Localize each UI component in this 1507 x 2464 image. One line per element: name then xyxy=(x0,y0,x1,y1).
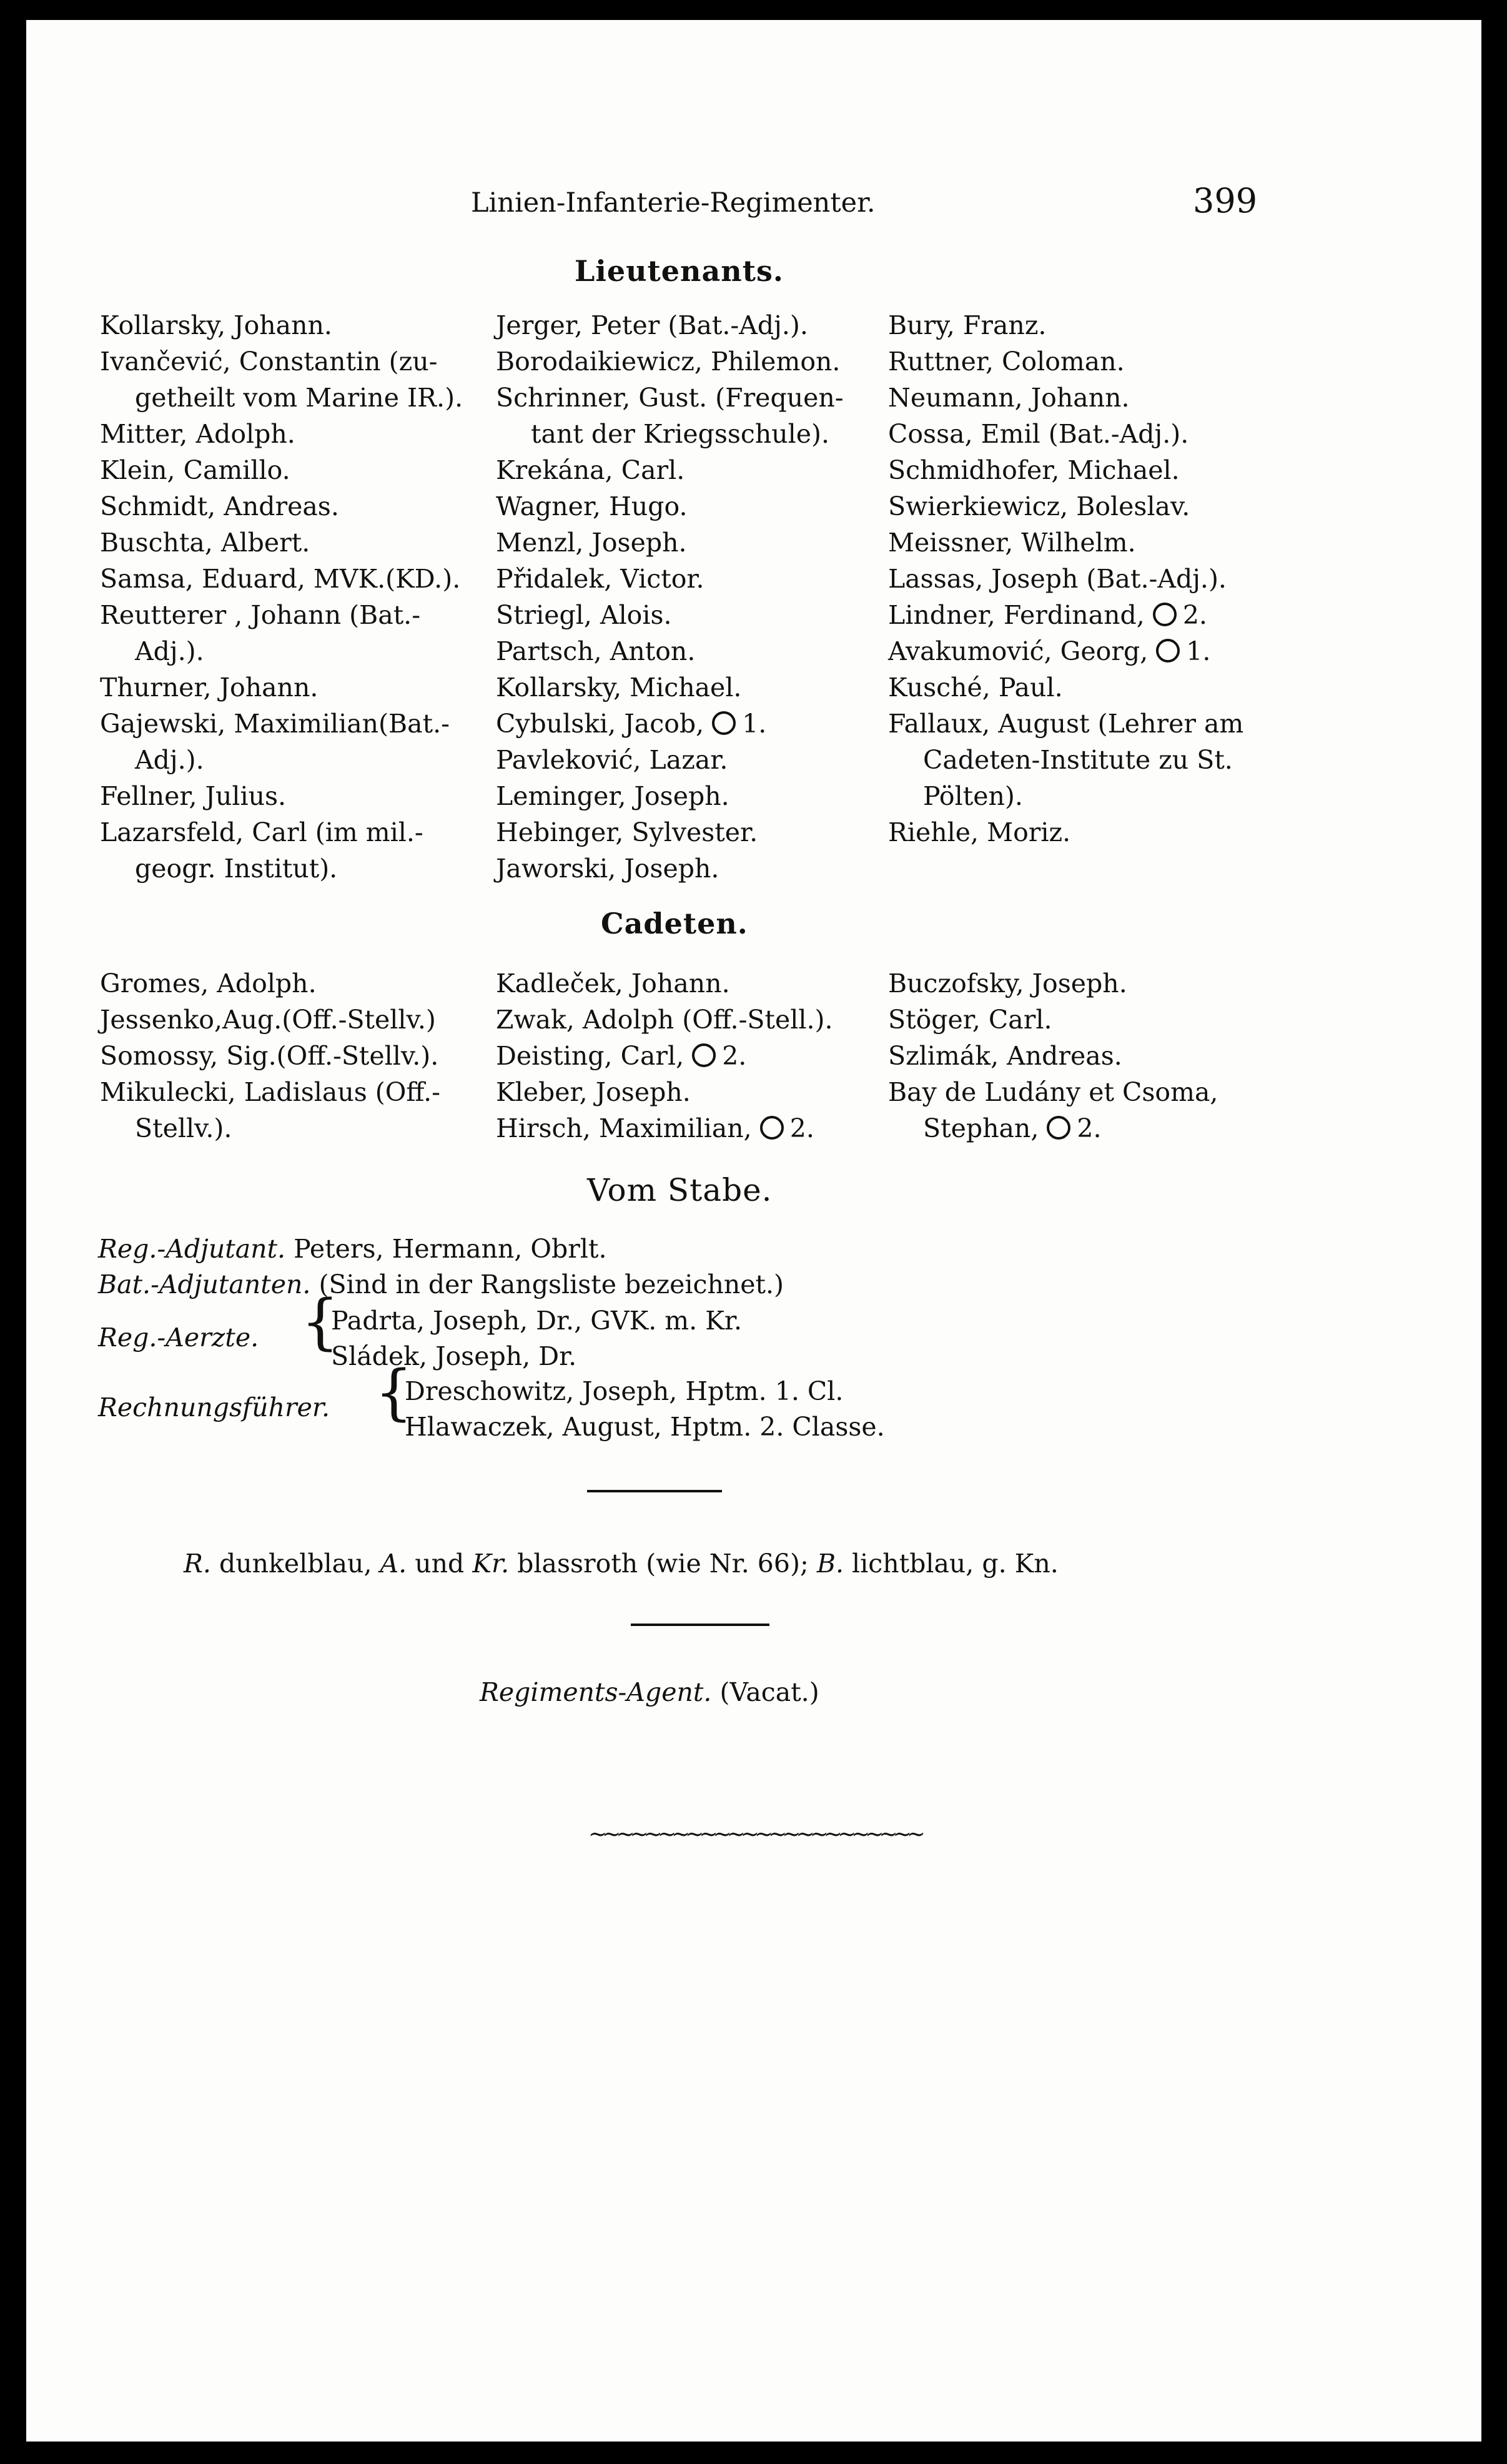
order-ring-icon xyxy=(1156,639,1180,663)
end-ornament: ~~~~~~~~~~~~~~~~~~~~~~~~ xyxy=(588,1821,921,1847)
order-class-number: 1. xyxy=(1186,636,1211,666)
lieutenants-col2-entry: Kollarsky, Michael. xyxy=(496,673,742,702)
lieutenants-col1-entry: Klein, Camillo. xyxy=(100,455,290,485)
lieutenants-col3-entry: Swierkiewicz, Boleslav. xyxy=(888,491,1190,521)
aerzte-label: Reg.-Aerzte. xyxy=(98,1323,259,1353)
section-rule-1 xyxy=(587,1490,722,1492)
section-rule-2 xyxy=(631,1624,769,1626)
lieutenants-col1-entry: Adj.). xyxy=(135,745,204,775)
lieutenants-col3 xyxy=(888,307,1243,850)
cadeten-col1-entry: Somossy, Sig.(Off.-Stellv.). xyxy=(100,1041,439,1071)
order-ring-icon xyxy=(1047,1116,1070,1140)
cadeten-col2-entry: Hirsch, Maximilian, 2. xyxy=(496,1113,814,1143)
lieutenants-col2-entry: Schrinner, Gust. (Frequen- xyxy=(496,383,844,413)
lieutenants-col1-entry: Buschta, Albert. xyxy=(100,528,310,558)
running-head: Linien-Infanterie-Regimenter. xyxy=(471,187,876,219)
lieutenants-col3-entry: Lindner, Ferdinand, 2. xyxy=(888,600,1207,630)
cadeten-col2-entry: Zwak, Adolph (Off.-Stell.). xyxy=(496,1005,833,1035)
lieutenants-col3-entry: Riehle, Moriz. xyxy=(888,817,1071,847)
book-page xyxy=(26,20,1481,2442)
order-ring-icon xyxy=(712,711,736,735)
uniform-line xyxy=(184,1546,1059,1581)
lieutenants-col1-entry: getheilt vom Marine IR.). xyxy=(135,383,463,413)
cadeten-heading: Cadeten. xyxy=(601,907,748,940)
lieutenants-col2-entry: Jaworski, Joseph. xyxy=(496,854,719,884)
bat-adjutanten-value: (Sind in der Rangsliste bezeichnet.) xyxy=(319,1269,784,1299)
lieutenants-col3-entry: Fallaux, August (Lehrer am xyxy=(888,709,1244,739)
uniform-r: R. xyxy=(184,1549,211,1579)
lieutenants-col3-entry: Ruttner, Coloman. xyxy=(888,347,1125,377)
lieutenants-col1-entry: geogr. Institut). xyxy=(135,854,338,884)
aerzte-line-2: Sládek, Joseph, Dr. xyxy=(331,1341,577,1371)
reg-adjutant-label: Reg.-Adjutant. xyxy=(98,1234,286,1264)
agent-value: (Vacat.) xyxy=(719,1677,819,1707)
cadeten-col2 xyxy=(496,965,833,1146)
reg-adjutant-line xyxy=(98,1231,606,1266)
lieutenants-col2-entry: Cybulski, Jacob, 1. xyxy=(496,709,767,739)
aerzte-brace: { xyxy=(301,1287,340,1357)
rf-line-2: Hlawaczek, August, Hptm. 2. Classe. xyxy=(405,1412,885,1442)
lieutenants-col3-entry: Neumann, Johann. xyxy=(888,383,1130,413)
stab-heading: Vom Stabe. xyxy=(587,1172,773,1208)
lieutenants-col2-entry: Wagner, Hugo. xyxy=(496,491,688,521)
lieutenants-col3-entry: Bury, Franz. xyxy=(888,310,1047,340)
uniform-kr: Kr. xyxy=(472,1549,510,1579)
agent-line xyxy=(480,1675,819,1710)
lieutenants-col3-entry: Schmidhofer, Michael. xyxy=(888,455,1180,485)
uniform-t1: dunkelblau, xyxy=(219,1549,372,1579)
lieutenants-col2-entry: Partsch, Anton. xyxy=(496,636,696,666)
bat-adjutanten-line xyxy=(98,1267,784,1302)
lieutenants-col2-entry: Přidalek, Victor. xyxy=(496,564,704,594)
lieutenants-col1-entry: Samsa, Eduard, MVK.(KD.). xyxy=(100,564,461,594)
lieutenants-col2-entry: Menzl, Joseph. xyxy=(496,528,687,558)
lieutenants-col1-entry: Fellner, Julius. xyxy=(100,781,287,811)
cadeten-col1 xyxy=(100,965,440,1146)
uniform-t4: lichtblau, g. Kn. xyxy=(852,1549,1059,1579)
cadeten-col1-entry: Jessenko,Aug.(Off.-Stellv.) xyxy=(100,1005,436,1035)
lieutenants-col1-entry: Kollarsky, Johann. xyxy=(100,310,332,340)
lieutenants-col2 xyxy=(496,307,844,887)
page-number: 399 xyxy=(1193,181,1258,220)
lieutenants-col2-entry: Leminger, Joseph. xyxy=(496,781,729,811)
order-class-number: 2. xyxy=(789,1113,814,1143)
cadeten-col3-entry: Stephan, 2. xyxy=(923,1113,1102,1143)
cadeten-col3 xyxy=(888,965,1218,1146)
lieutenants-col3-entry: Cadeten-Institute zu St. xyxy=(923,745,1233,775)
order-class-number: 1. xyxy=(742,709,767,739)
cadeten-col1-entry: Stellv.). xyxy=(135,1113,232,1143)
order-class-number: 2. xyxy=(1077,1113,1102,1143)
lieutenants-col2-entry: Striegl, Alois. xyxy=(496,600,672,630)
cadeten-col2-entry: Deisting, Carl, 2. xyxy=(496,1041,747,1071)
cadeten-col1-entry: Gromes, Adolph. xyxy=(100,968,317,998)
lieutenants-col3-entry: Lassas, Joseph (Bat.-Adj.). xyxy=(888,564,1227,594)
lieutenants-col2-entry: Pavleković, Lazar. xyxy=(496,745,728,775)
cadeten-col3-entry: Szlimák, Andreas. xyxy=(888,1041,1122,1071)
lieutenants-col1-entry: Lazarsfeld, Carl (im mil.- xyxy=(100,817,423,847)
lieutenants-col1-entry: Mitter, Adolph. xyxy=(100,419,295,449)
cadeten-col3-entry: Buczofsky, Joseph. xyxy=(888,968,1127,998)
lieutenants-col1-entry: Thurner, Johann. xyxy=(100,673,319,702)
cadeten-col2-entry: Kleber, Joseph. xyxy=(496,1077,691,1107)
lieutenants-col3-entry: Kusché, Paul. xyxy=(888,673,1063,702)
lieutenants-col1-entry: Schmidt, Andreas. xyxy=(100,491,339,521)
lieutenants-col3-entry: Cossa, Emil (Bat.-Adj.). xyxy=(888,419,1189,449)
order-ring-icon xyxy=(760,1116,784,1140)
lieutenants-col2-entry: Krekána, Carl. xyxy=(496,455,685,485)
uniform-t3: blassroth (wie Nr. 66); xyxy=(517,1549,809,1579)
order-ring-icon xyxy=(692,1043,716,1067)
order-ring-icon xyxy=(1153,603,1177,626)
uniform-a: A. xyxy=(380,1549,407,1579)
reg-adjutant-value: Peters, Hermann, Obrlt. xyxy=(294,1234,607,1264)
lieutenants-col1-entry: Reutterer , Johann (Bat.- xyxy=(100,600,421,630)
bat-adjutanten-label: Bat.-Adjutanten. xyxy=(98,1269,311,1299)
agent-label: Regiments-Agent. xyxy=(480,1677,712,1707)
cadeten-col3-entry: Stöger, Carl. xyxy=(888,1005,1052,1035)
uniform-t2: und xyxy=(415,1549,465,1579)
rf-line-1: Dreschowitz, Joseph, Hptm. 1. Cl. xyxy=(405,1376,844,1406)
lieutenants-heading: Lieutenants. xyxy=(575,254,784,288)
lieutenants-col2-entry: Jerger, Peter (Bat.-Adj.). xyxy=(496,310,808,340)
lieutenants-col2-entry: tant der Kriegsschule). xyxy=(531,419,830,449)
aerzte-line-1: Padrta, Joseph, Dr., GVK. m. Kr. xyxy=(331,1306,742,1336)
lieutenants-col1-entry: Gajewski, Maximilian(Bat.- xyxy=(100,709,450,739)
order-class-number: 2. xyxy=(722,1041,747,1071)
lieutenants-col1 xyxy=(100,307,463,887)
uniform-b: B. xyxy=(816,1549,844,1579)
lieutenants-col3-entry: Avakumović, Georg, 1. xyxy=(888,636,1211,666)
cadeten-col3-entry: Bay de Ludány et Csoma, xyxy=(888,1077,1218,1107)
lieutenants-col1-entry: Ivančević, Constantin (zu- xyxy=(100,347,438,377)
lieutenants-col3-entry: Meissner, Wilhelm. xyxy=(888,528,1136,558)
cadeten-col2-entry: Kadleček, Johann. xyxy=(496,968,730,998)
rf-brace: { xyxy=(375,1358,413,1427)
rf-label: Rechnungsführer. xyxy=(98,1392,330,1422)
lieutenants-col2-entry: Borodaikiewicz, Philemon. xyxy=(496,347,841,377)
lieutenants-col3-entry: Pölten). xyxy=(923,781,1023,811)
lieutenants-col2-entry: Hebinger, Sylvester. xyxy=(496,817,758,847)
cadeten-col1-entry: Mikulecki, Ladislaus (Off.- xyxy=(100,1077,440,1107)
lieutenants-col1-entry: Adj.). xyxy=(135,636,204,666)
order-class-number: 2. xyxy=(1182,600,1207,630)
